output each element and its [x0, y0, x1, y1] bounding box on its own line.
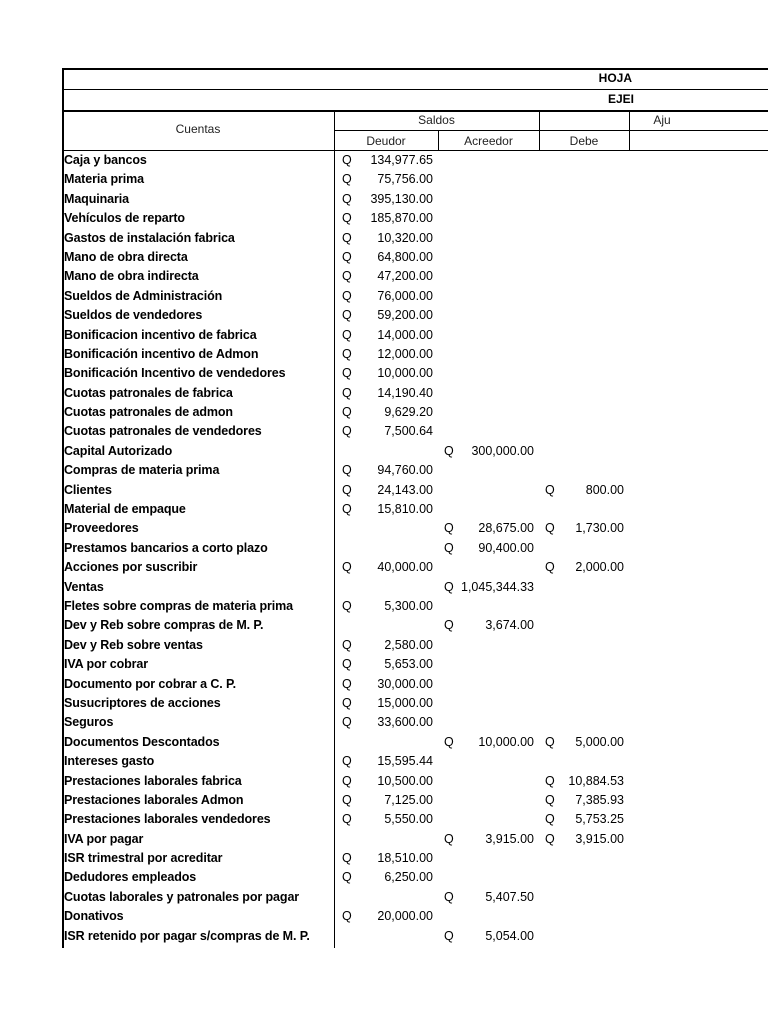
deudor-amount: 75,756.00	[377, 172, 433, 187]
deudor-currency-symbol: Q	[342, 366, 352, 381]
account-name: Materia prima	[64, 172, 144, 187]
table-row	[62, 810, 768, 829]
account-name: Prestaciones laborales Admon	[64, 792, 244, 807]
account-name: Documentos Descontados	[64, 734, 220, 749]
deudor-currency-symbol: Q	[342, 463, 352, 478]
deudor-currency-symbol: Q	[342, 598, 352, 613]
account-name: Dev y Reb sobre ventas	[64, 637, 203, 652]
deudor-amount: 24,143.00	[377, 482, 433, 497]
table-row	[62, 345, 768, 364]
account-name: Vehículos de reparto	[64, 211, 185, 226]
ajustes-header: Aju	[653, 113, 671, 127]
account-name: Maquinaria	[64, 191, 129, 206]
table-row	[62, 675, 768, 694]
deudor-currency-symbol: Q	[342, 560, 352, 575]
subheader-divider	[334, 130, 768, 131]
deudor-currency-symbol: Q	[342, 812, 352, 827]
deudor-amount: 6,250.00	[384, 870, 433, 885]
deudor-currency-symbol: Q	[342, 909, 352, 924]
deudor-amount: 76,000.00	[377, 288, 433, 303]
acreedor-amount: 300,000.00	[471, 443, 534, 458]
table-row	[62, 791, 768, 810]
debe-currency-symbol: Q	[545, 773, 555, 788]
account-name: Compras de materia prima	[64, 463, 220, 478]
deudor-amount: 10,500.00	[377, 773, 433, 788]
account-name: Fletes sobre compras de materia prima	[64, 598, 294, 613]
deudor-currency-symbol: Q	[342, 230, 352, 245]
table-row	[62, 248, 768, 267]
account-name: IVA por cobrar	[64, 657, 149, 672]
account-name: Bonificación incentivo de Admon	[64, 346, 259, 361]
deudor-amount: 5,653.00	[384, 657, 433, 672]
deudor-currency-symbol: Q	[342, 792, 352, 807]
acreedor-amount: 5,407.50	[485, 889, 534, 904]
account-name: ISR retenido por pagar s/compras de M. P.	[64, 928, 310, 943]
debe-amount: 800.00	[585, 482, 624, 497]
deudor-amount: 2,580.00	[384, 637, 433, 652]
table-row	[62, 830, 768, 849]
deudor-currency-symbol: Q	[342, 773, 352, 788]
cuentas-header: Cuentas	[175, 122, 221, 136]
deudor-divider	[438, 130, 439, 151]
table-row	[62, 364, 768, 383]
table-row	[62, 578, 768, 597]
deudor-currency-symbol: Q	[342, 715, 352, 730]
debe-amount: 5,753.25	[575, 812, 624, 827]
debe-right-divider	[629, 112, 630, 151]
accounts-table	[62, 151, 768, 946]
deudor-amount: 10,000.00	[377, 366, 433, 381]
table-row	[62, 558, 768, 577]
acreedor-currency-symbol: Q	[444, 734, 454, 749]
table-row	[62, 229, 768, 248]
acreedor-currency-symbol: Q	[444, 443, 454, 458]
deudor-amount: 15,595.44	[377, 754, 433, 769]
table-row	[62, 209, 768, 228]
account-name: Ventas	[64, 579, 104, 594]
deudor-amount: 64,800.00	[377, 249, 433, 264]
table-row	[62, 461, 768, 480]
table-row	[62, 636, 768, 655]
account-name: Intereses gasto	[64, 754, 155, 769]
table-row	[62, 539, 768, 558]
table-row	[62, 597, 768, 616]
table-row	[62, 442, 768, 461]
account-name: Bonificacion incentivo de fabrica	[64, 327, 257, 342]
debe-currency-symbol: Q	[545, 521, 555, 536]
deudor-amount: 20,000.00	[377, 909, 433, 924]
deudor-currency-symbol: Q	[342, 870, 352, 885]
table-row	[62, 287, 768, 306]
title-divider-2	[62, 110, 768, 112]
account-name: Dedudores empleados	[64, 870, 197, 885]
sheet-subtitle: EJEI	[607, 92, 634, 106]
deudor-currency-symbol: Q	[342, 346, 352, 361]
table-row	[62, 713, 768, 732]
deudor-amount: 15,810.00	[377, 502, 433, 517]
account-name: Capital Autorizado	[64, 443, 173, 458]
deudor-currency-symbol: Q	[342, 754, 352, 769]
deudor-amount: 9,629.20	[384, 405, 433, 420]
deudor-currency-symbol: Q	[342, 191, 352, 206]
deudor-amount: 14,190.40	[377, 385, 433, 400]
deudor-header: Deudor	[366, 134, 406, 148]
table-row	[62, 306, 768, 325]
deudor-amount: 5,300.00	[384, 598, 433, 613]
account-name: Acciones por suscribir	[64, 560, 198, 575]
table-row	[62, 849, 768, 868]
deudor-currency-symbol: Q	[342, 308, 352, 323]
deudor-amount: 185,870.00	[370, 211, 433, 226]
account-name: Susucriptores de acciones	[64, 695, 221, 710]
top-border	[62, 68, 768, 70]
deudor-amount: 14,000.00	[377, 327, 433, 342]
deudor-currency-symbol: Q	[342, 637, 352, 652]
account-name: Caja y bancos	[64, 153, 147, 167]
debe-currency-symbol: Q	[545, 792, 555, 807]
deudor-currency-symbol: Q	[342, 676, 352, 691]
account-name: Clientes	[64, 482, 112, 497]
account-name: IVA por pagar	[64, 831, 144, 846]
account-name: Proveedores	[64, 521, 139, 536]
account-name: Donativos	[64, 909, 124, 924]
deudor-amount: 5,550.00	[384, 812, 433, 827]
deudor-currency-symbol: Q	[342, 269, 352, 284]
debe-currency-symbol: Q	[545, 482, 555, 497]
table-row	[62, 655, 768, 674]
account-name: Sueldos de Administración	[64, 288, 223, 303]
account-name: Cuotas patronales de fabrica	[64, 385, 233, 400]
deudor-amount: 33,600.00	[377, 715, 433, 730]
deudor-currency-symbol: Q	[342, 211, 352, 226]
acreedor-currency-symbol: Q	[444, 928, 454, 943]
account-name: ISR trimestral por acreditar	[64, 851, 223, 866]
account-name: Cuotas laborales y patronales por pagar	[64, 889, 300, 904]
account-name: Material de empaque	[64, 502, 186, 517]
deudor-amount: 94,760.00	[377, 463, 433, 478]
table-row	[62, 694, 768, 713]
debe-currency-symbol: Q	[545, 734, 555, 749]
debe-currency-symbol: Q	[545, 560, 555, 575]
debe-amount: 5,000.00	[575, 734, 624, 749]
deudor-currency-symbol: Q	[342, 482, 352, 497]
debe-amount: 1,730.00	[575, 521, 624, 536]
debe-header: Debe	[569, 134, 599, 148]
acreedor-header: Acreedor	[464, 134, 513, 148]
acreedor-amount: 3,674.00	[485, 618, 534, 633]
table-row	[62, 481, 768, 500]
table-row	[62, 190, 768, 209]
deudor-amount: 10,320.00	[377, 230, 433, 245]
debe-amount: 7,385.93	[575, 792, 624, 807]
deudor-amount: 18,510.00	[377, 851, 433, 866]
saldos-divider	[539, 112, 540, 151]
account-name: Mano de obra indirecta	[64, 269, 199, 284]
deudor-amount: 15,000.00	[377, 695, 433, 710]
table-row	[62, 868, 768, 887]
acreedor-amount: 10,000.00	[478, 734, 534, 749]
deudor-currency-symbol: Q	[342, 288, 352, 303]
account-name: Gastos de instalación fabrica	[64, 230, 235, 245]
worksheet	[62, 68, 768, 948]
table-row	[62, 403, 768, 422]
account-name: Bonificación Incentivo de vendedores	[64, 366, 286, 381]
account-name: Cuotas patronales de vendedores	[64, 424, 262, 439]
acreedor-currency-symbol: Q	[444, 521, 454, 536]
table-row	[62, 422, 768, 441]
acreedor-amount: 1,045,344.33	[461, 579, 534, 594]
deudor-currency-symbol: Q	[342, 153, 352, 167]
deudor-amount: 7,500.64	[384, 424, 433, 439]
table-row	[62, 519, 768, 538]
acreedor-currency-symbol: Q	[444, 618, 454, 633]
deudor-currency-symbol: Q	[342, 249, 352, 264]
table-row	[62, 326, 768, 345]
acreedor-currency-symbol: Q	[444, 831, 454, 846]
deudor-currency-symbol: Q	[342, 424, 352, 439]
debe-amount: 2,000.00	[575, 560, 624, 575]
deudor-amount: 47,200.00	[377, 269, 433, 284]
account-name: Prestaciones laborales vendedores	[64, 812, 271, 827]
acreedor-amount: 5,054.00	[485, 928, 534, 943]
account-name: Prestaciones laborales fabrica	[64, 773, 242, 788]
account-name: Dev y Reb sobre compras de M. P.	[64, 618, 264, 633]
acreedor-amount: 3,915.00	[485, 831, 534, 846]
account-name: Cuotas patronales de admon	[64, 405, 233, 420]
table-row	[62, 772, 768, 791]
account-name: Mano de obra directa	[64, 249, 188, 264]
deudor-currency-symbol: Q	[342, 502, 352, 517]
table-row	[62, 384, 768, 403]
deudor-amount: 12,000.00	[377, 346, 433, 361]
table-row	[62, 927, 768, 946]
deudor-currency-symbol: Q	[342, 172, 352, 187]
deudor-amount: 7,125.00	[384, 792, 433, 807]
table-row	[62, 616, 768, 635]
deudor-currency-symbol: Q	[342, 851, 352, 866]
deudor-currency-symbol: Q	[342, 385, 352, 400]
deudor-amount: 134,977.65	[370, 153, 433, 167]
table-row	[62, 267, 768, 286]
deudor-amount: 40,000.00	[377, 560, 433, 575]
table-row	[62, 500, 768, 519]
deudor-currency-symbol: Q	[342, 327, 352, 342]
table-row	[62, 151, 768, 170]
deudor-amount: 59,200.00	[377, 308, 433, 323]
acreedor-amount: 28,675.00	[478, 521, 534, 536]
table-row	[62, 170, 768, 189]
debe-currency-symbol: Q	[545, 812, 555, 827]
debe-currency-symbol: Q	[545, 831, 555, 846]
deudor-currency-symbol: Q	[342, 405, 352, 420]
deudor-amount: 30,000.00	[377, 676, 433, 691]
deudor-amount: 395,130.00	[370, 191, 433, 206]
account-name: Sueldos de vendedores	[64, 308, 203, 323]
acreedor-currency-symbol: Q	[444, 889, 454, 904]
deudor-currency-symbol: Q	[342, 695, 352, 710]
debe-amount: 10,884.53	[568, 773, 624, 788]
acreedor-currency-symbol: Q	[444, 540, 454, 555]
acreedor-amount: 90,400.00	[478, 540, 534, 555]
sheet-title: HOJA	[598, 71, 632, 85]
saldos-header: Saldos	[418, 113, 455, 127]
account-name: Prestamos bancarios a corto plazo	[64, 540, 268, 555]
table-row	[62, 907, 768, 926]
account-name: Documento por cobrar a C. P.	[64, 676, 237, 691]
deudor-currency-symbol: Q	[342, 657, 352, 672]
table-row	[62, 888, 768, 907]
acreedor-currency-symbol: Q	[444, 579, 454, 594]
debe-amount: 3,915.00	[575, 831, 624, 846]
table-row	[62, 752, 768, 771]
table-row	[62, 733, 768, 752]
title-divider	[62, 89, 768, 90]
account-name: Seguros	[64, 715, 114, 730]
